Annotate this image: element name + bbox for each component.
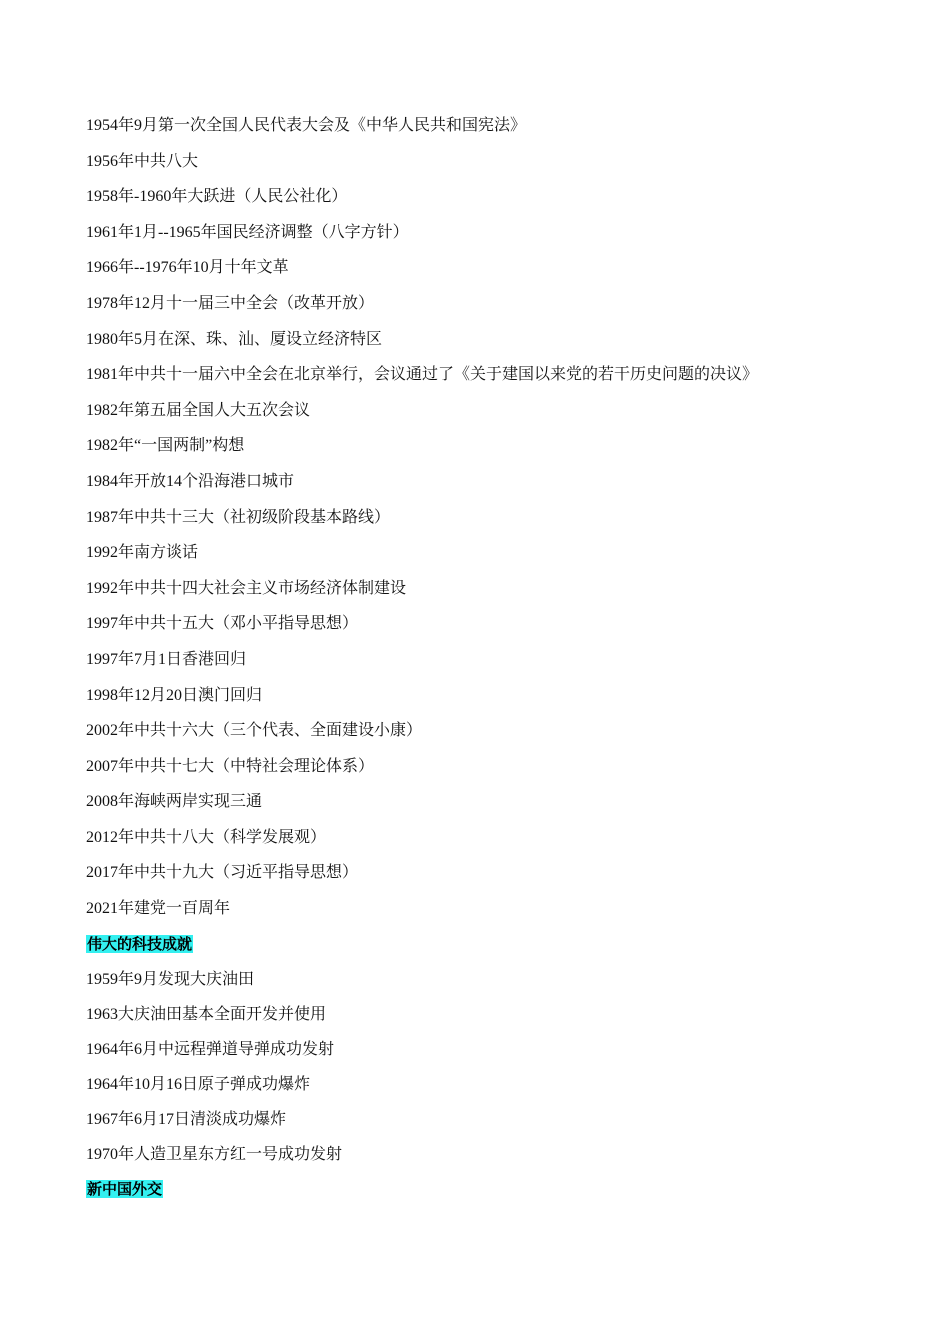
history-item: 1982年“一国两制”构想 [86,437,245,455]
history-item: 1982年第五届全国人大五次会议 [86,401,311,419]
history-item: 2007年中共十七大（中特社会理论体系） [86,757,375,775]
diplomacy-heading: 新中国外交 [87,1179,163,1198]
science-item: 1964年6月中远程弹道导弹成功发射 [86,1040,335,1058]
history-item: 1992年南方谈话 [86,544,199,562]
history-item: 2021年建党一百周年 [86,900,231,918]
history-item: 1956年中共八大 [86,152,199,170]
diplomacy-heading-row [86,1180,886,1200]
history-item: 2008年海峡两岸实现三通 [86,793,263,811]
history-item: 1978年12月十一届三中全会（改革开放） [86,294,375,312]
science-item: 1964年10月16日原子弹成功爆炸 [86,1075,311,1093]
science-item: 1967年6月17日清淡成功爆炸 [86,1110,287,1128]
history-item: 1997年中共十五大（邓小平指导思想） [86,615,359,633]
document-content [86,116,886,1215]
science-heading: 伟大的科技成就 [87,934,193,953]
science-item: 1970年人造卫星东方红一号成功发射 [86,1145,343,1163]
history-item: 2012年中共十八大（科学发展观） [86,828,327,846]
history-item: 1998年12月20日澳门回归 [86,686,263,704]
party-history-list [86,116,886,919]
science-item: 1959年9月发现大庆油田 [86,970,255,988]
science-heading-row [86,935,886,955]
history-item: 1987年中共十三大（社初级阶段基本路线） [86,508,391,526]
history-item: 1997年7月1日香港回归 [86,650,247,668]
history-item: 2017年中共十九大（习近平指导思想） [86,864,359,882]
science-item: 1963大庆油田基本全面开发并使用 [86,1005,327,1023]
history-item: 2002年中共十六大（三个代表、全面建设小康） [86,722,423,740]
history-item: 1980年5月在深、珠、汕、厦设立经济特区 [86,330,383,348]
history-item: 1984年开放14个沿海港口城市 [86,472,295,490]
history-item: 1961年1月--1965年国民经济调整（八字方针） [86,223,409,241]
history-item: 1992年中共十四大社会主义市场经济体制建设 [86,579,407,597]
science-list [86,970,886,1165]
history-item: 1981年中共十一届六中全会在北京举行，会议通过了《关于建国以来党的若干历史问题的决议》 [86,366,759,384]
history-item: 1966年--1976年10月十年文革 [86,259,289,277]
history-item: 1954年9月第一次全国人民代表大会及《中华人民共和国宪法》 [86,117,527,134]
history-item: 1958年-1960年大跃进（人民公社化） [86,188,348,206]
